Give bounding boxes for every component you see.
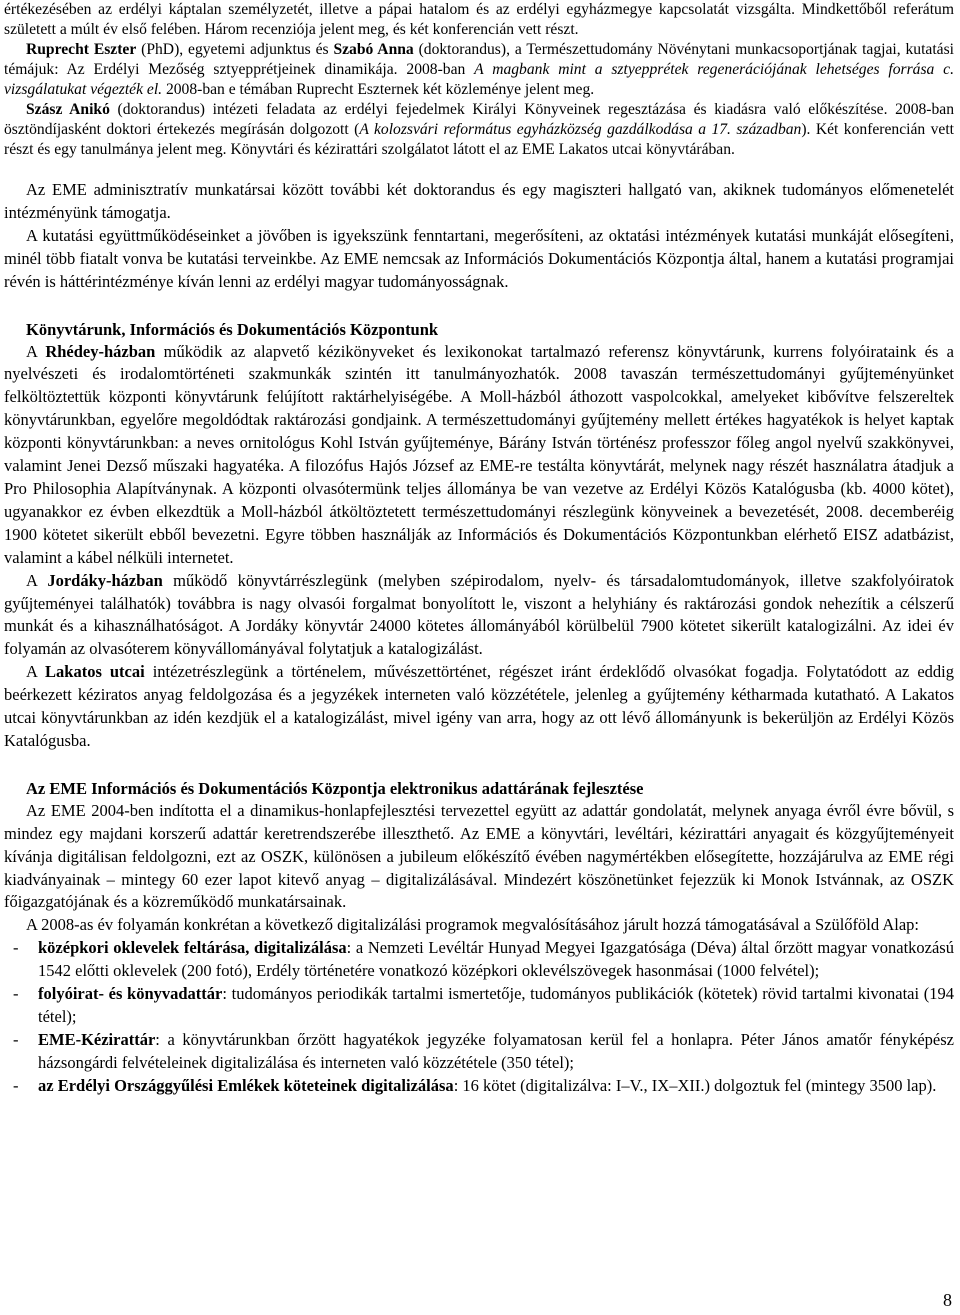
building-name: Rhédey-házban <box>45 341 156 361</box>
item-text: : a könyvtárunkban őrzött hagyatékok jegyzéke folyamatosan kerül fel a honlapra. Péter János amatőr fényképész házsongárdi felvételeinek digitalizálása és interneten való közzététele (350 tétel); <box>38 1029 954 1072</box>
text: működik az alapvető kézikönyveket és lexikonokat tartalmazó referensz könyvtárunk, kurrens folyóirataink és a nyelvészeti és irodalomtörténeti szakmunkák szintén itt tanulmányozhatók. 2008 tavaszán természettudományi gyűjteményünket felköltöztettük központi könyvtárunk felújított raktárhelyiségébe. A Moll-házból áthozott vaspolcokkal, amelyeket kibővítve felszereltek könyvtárunkban, egyelőre megoldódtak raktározási gondjaink. A természettudományi gyűjtemény mellett értékes hagyatékok is helyet kaptak központi könyvtárunkban: a neves ornitológus Kohl István gyűjteménye, Bárány István történész professzor főleg angol nyelvű szakkönyvei, valamint Jenei Dezső műszaki hagyatéka. A filozófus Hajós József az EME-re testálta könyvtárát, melynek nagy részét használatra átadjuk a Pro Philosophia Alapítványnak. A központi olvasótermünk teljes állománya be van vezetve az Erdélyi Közös Katalógusba (kb. 4000 kötet), ugyanakkor ez évben elkezdtük a Moll-házból átköltöztetett természettudományi részlegünk könyveinek a bevezetését, 2008. decemberéig 1900 kötetet sikerült ebből bevezetni. Egyre többen használják az Információs és Dokumentációs Központunkban elérhető EISZ adatbázist, valamint a kábel nélküli internetet. <box>4 341 954 567</box>
text: 2008-ban e témában Ruprecht Eszternek két közleménye jelent meg. <box>162 81 595 98</box>
text: A <box>26 662 46 682</box>
list-item <box>13 937 954 983</box>
paragraph-archive-history <box>4 800 954 915</box>
paragraph-jordaky <box>4 570 954 662</box>
text: Az EME 2004-ben indította el a dinamikus-honlapfejlesztési tervezettel együtt az adattár gondolatát, melynek anyaga évről évre bővül, s mindez egy majdani korszerű adattár keretrendszerébe illeszthető. Az EME a könyvtári, levéltári, kézirattári anyagait és közgyűjteményeit kívánja digitálisan feldolgozni, ezt az OSZK, különösen a jubileum előkészítő évében nagymértékben elősegítette, hozzájárulva az EME régi kiadványainak – mintegy 60 ezer lapot kitevő anyag – digitalizálásával. Mindezért köszönetünket fejezzük ki Monok Istvánnak, az OSZK főigazgatójának és a közreműködő munkatársainak. <box>4 800 954 912</box>
item-title: középkori oklevelek feltárása, digitalizálása <box>38 938 347 958</box>
spacer <box>4 753 954 777</box>
text: A <box>26 570 48 590</box>
paragraph-ruprecht <box>4 40 954 100</box>
person-name: Szász Anikó <box>26 101 110 118</box>
italic-title: A magbank mint a sztyepprétek regenerációjának lehetséges forrása c. vizsgálatukat végezték el. <box>4 61 954 98</box>
list-item <box>13 1029 954 1075</box>
text: ). Két konferencián vett részt és egy tanulmánya jelent meg. Könyvtári és kézirattári szolgálatot látott el az EME Lakatos utcai könyvtárában. <box>4 121 954 158</box>
text: (doktorandus) intézeti feladata az erdélyi fejedelmek Királyi Könyveinek regesztázása és kiadásra való előkészítése. 2008-ban ösztöndíjasként doktori értekezés megírásán dolgozott ( <box>4 101 954 138</box>
item-text: : 16 kötet (digitalizálva: I–V., IX–XII.) dolgoztuk fel (mintegy 3500 lap). <box>453 1075 937 1095</box>
program-list <box>4 937 954 1097</box>
item-title: folyóirat- és könyvadattár <box>38 984 223 1004</box>
paragraph-admin-staff <box>4 179 954 225</box>
building-name: Lakatos utcai <box>45 662 145 682</box>
item-title: az Erdélyi Országgyűlési Emlékek köteteinek digitalizálása <box>38 1075 454 1095</box>
dash-bullet: - <box>13 1029 19 1049</box>
text: Az EME adminisztratív munkatársai között további két doktorandus és egy magiszteri hallgató van, akiknek tudományos előmenetelét intézményünk támogatja. <box>4 180 954 222</box>
paragraph-lakatos <box>4 661 954 753</box>
section-heading-library: Könyvtárunk, Információs és Dokumentációs Központunk <box>26 319 439 339</box>
paragraph-intro <box>4 0 954 40</box>
dash-bullet: - <box>13 938 19 958</box>
spacer <box>4 160 954 179</box>
text: (PhD), egyetemi adjunktus és <box>136 41 334 58</box>
item-text: : tudományos periodikák tartalmi ismertetője, tudományos publikációk (kötetek) rövid tartalmi kivonatai (194 tétel); <box>38 984 954 1026</box>
item-text: : a Nemzeti Levéltár Hunyad Megyei Igazgatósága (Déva) által őrzött magyar vonatkozású 1542 előtti oklevelek (200 fotó), Erdély történetére vonatkozó középkori oklevélszövegek hasonmásai (1000 felvétel); <box>38 938 954 981</box>
text: A kutatási együttműködéseinket a jövőben is igyekszünk fenntartani, megerősíteni, az oktatási intézmények kutatási munkáját elősegíteni, minél több fiatalt vonva be kutatási terveinkbe. Az EME nemcsak az Információs Dokumentációs Központja által, hanem a kutatási programjai révén is háttérintézménye kíván lenni az erdélyi magyar tudományosságnak. <box>4 225 954 291</box>
spacer <box>4 294 954 318</box>
text: intézetrészlegünk a történelem, művészettörténet, régészet iránt érdeklődő olvasókat fogadja. Folytatódott az eddig beérkezett kéziratos anyag feldolgozása és a jegyzékek interneten való közzététele, jelenleg a gyűjtemény kétharmada kutatható. A Lakatos utcai könyvtárunkban az idén kezdjük el a katalogizálást, mivel igény van arra, hogy az ott lévő állományunk is bekerüljön az Erdélyi Közös Katalógusba. <box>4 662 955 750</box>
person-name: Ruprecht Eszter <box>26 41 137 58</box>
text: működő könyvtárrészlegünk (melyben szépirodalom, nyelv- és társadalomtudományok, illetve szakfolyóiratok gyűjteményei találhatók) továbbra is nagy olvasói forgalmat bonyolított le, viszont a helyhiány és raktározási gondok nehezítik a célszerű munkát és a kihasználhatóságot. A Jordáky könyvtár 24000 kötetes állományából körülbelül 7900 kötetet sikerült katalogizálni. Az idei év folyamán az olvasóterem könyvállományával folytatjuk a katalogizálást. <box>4 570 954 659</box>
building-name: Jordáky-házban <box>47 570 163 590</box>
paragraph-cooperation <box>4 225 954 294</box>
section-heading-archive: Az EME Információs és Dokumentációs Központja elektronikus adattárának fejlesztése <box>26 778 644 798</box>
person-name: Szabó Anna <box>333 41 414 58</box>
text: A <box>26 341 46 361</box>
paragraph-2008-programs <box>4 914 954 937</box>
page-number: 8 <box>943 1290 952 1310</box>
text: (doktorandus), a Természettudomány Növénytani munkacsoportjának tagjai, kutatási témájuk: Az Erdélyi Mezőség sztyepprétjeinek dinamikája. 2008-ban <box>4 41 954 78</box>
paragraph-szasz <box>4 100 954 160</box>
text: A 2008-as év folyamán konkrétan a következő digitalizálási programok megvalósításához járult hozzá támogatásával a Szülőföld Alap: <box>26 915 920 935</box>
list-item <box>13 983 954 1029</box>
dash-bullet: - <box>13 984 19 1004</box>
dash-bullet: - <box>13 1075 19 1095</box>
text: értékezésében az erdélyi káptalan személyzetét, illetve a pápai hatalom és az erdélyi egyházmegye kapcsolatát vizsgálta. Mindkettőből referátum született a múlt év első felében. Három recenziója jelent meg, és két konferencián vett részt. <box>4 1 954 38</box>
item-title: EME-Kézirattár <box>38 1029 156 1049</box>
paragraph-rhedey <box>4 341 954 570</box>
italic-title: A kolozsvári református egyházközség gazdálkodása a 17. században <box>359 121 802 138</box>
list-item <box>13 1075 954 1098</box>
